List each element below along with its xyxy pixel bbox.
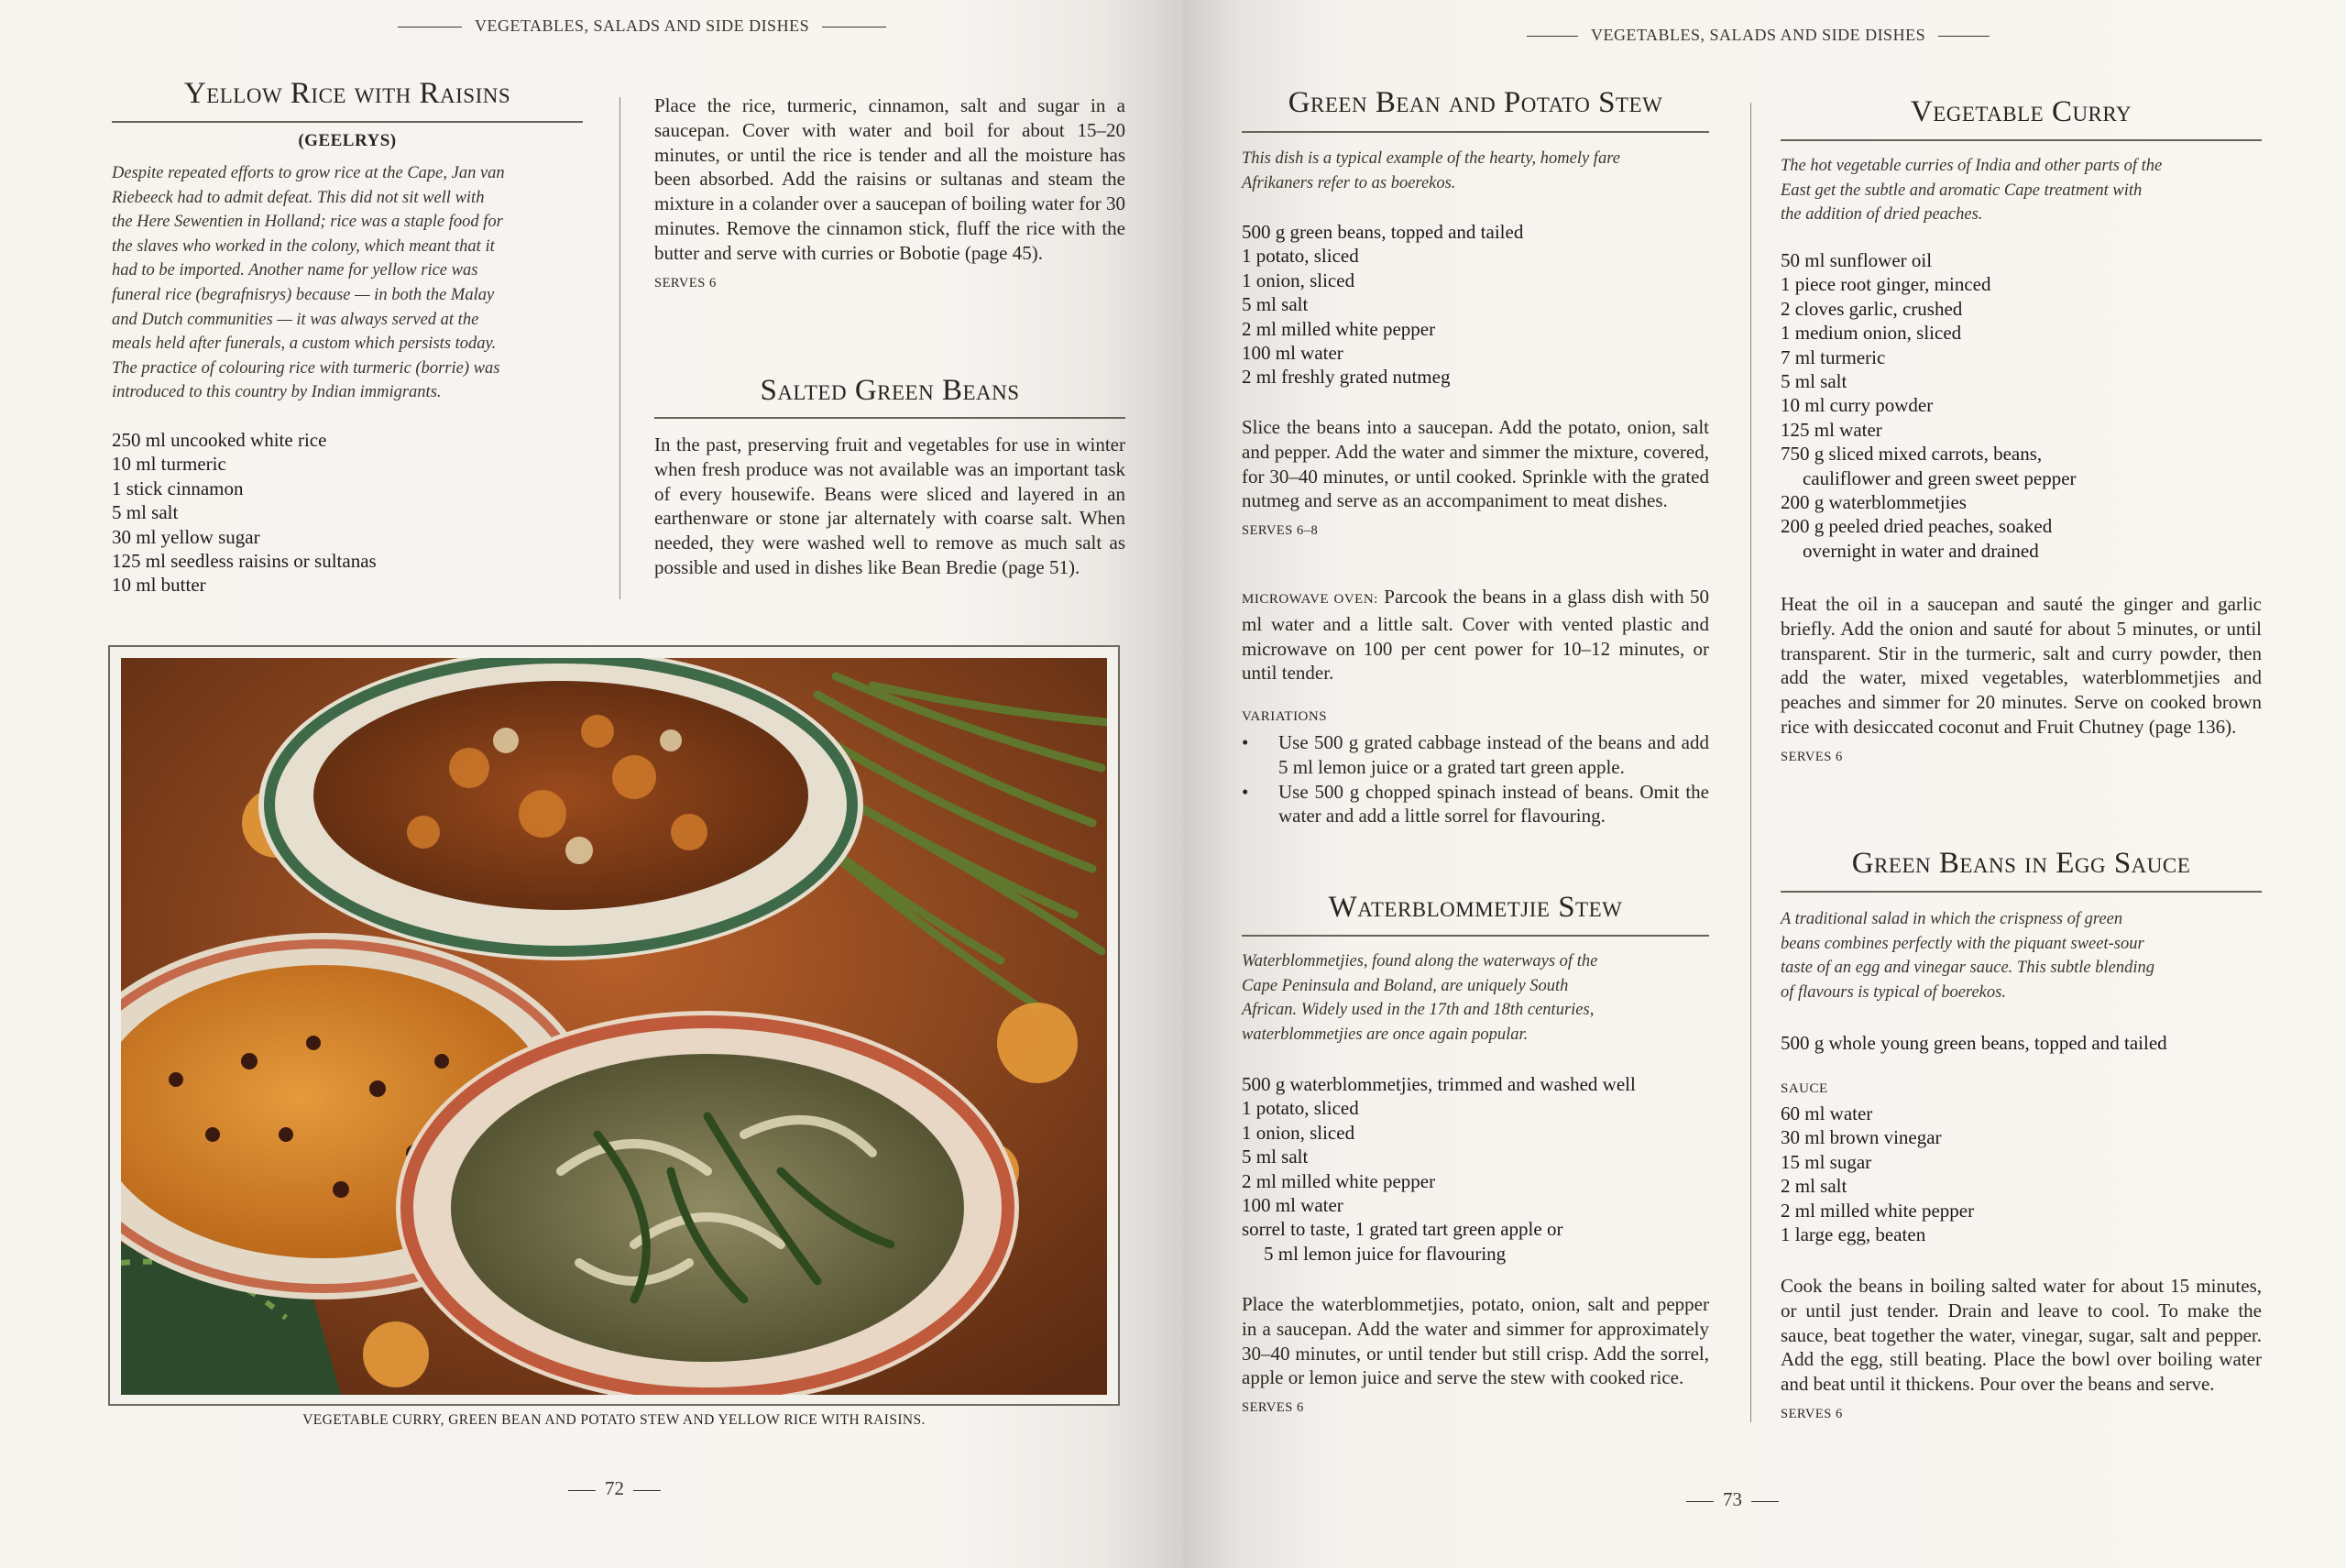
recipe-title-yellow-rice: Yellow Rice with Raisins (183, 77, 511, 110)
ingredient-list: 250 ml uncooked white rice 10 ml turmeric 1 stick cinnamon 5 ml salt 30 ml yellow sugar 125 ml seedless raisins or sultanas 10 ml butter (112, 429, 377, 597)
title-rule (1242, 935, 1709, 937)
recipe-title-waterblommetjie: Waterblommetjie Stew (1328, 891, 1623, 924)
food-photo-frame (108, 645, 1120, 1406)
microwave-note: MICROWAVE OVEN: Parcook the beans in a glass dish with 50 ml water and a little salt. Cover with vented plastic and microwave on 100 per cent power for 10–12 minutes, or until tender. (1242, 586, 1709, 685)
column-divider (1750, 103, 1751, 1422)
title-rule (1781, 891, 2262, 893)
sauce-ingredients: 60 ml water 30 ml brown vinegar 15 ml sugar 2 ml salt 2 ml milled white pepper 1 large egg, beaten (1781, 1102, 1975, 1246)
variations-list: • Use 500 g grated cabbage instead of the beans and add 5 ml lemon juice or a grated tart green apple. • Use 500 g chopped spinach instead of beans. Omit the water and add a little sorrel for flavouring. (1242, 731, 1709, 828)
recipe-intro: A traditional salad in which the crispness of green beans combines perfectly with the piquant sweet-sour taste of an egg and vinegar sauce. This subtle blending of flavours is typical of boerekos. (1781, 910, 2154, 1002)
recipe-intro: Waterblommetjies, found along the waterways of the Cape Peninsula and Boland, are uniquely South African. Widely used in the 17th and 18th centuries, waterblommetjies are once again popular. (1242, 952, 1598, 1044)
ingredient-list: 500 g green beans, topped and tailed 1 potato, sliced 1 onion, sliced 5 ml salt 2 ml milled white pepper 100 ml water 2 ml freshly grated nutmeg (1242, 221, 1524, 389)
salted-beans-text: In the past, preserving fruit and vegetables for use in winter when fresh produce was not available was an important task of every housewife. Beans were sliced and layered in an earthenware or stone jar alternately with coarse salt. When needed, they were washed well to remove as much salt as possible and used in dishes like Bean Bredie (page 51). (654, 433, 1125, 578)
photo-caption: VEGETABLE CURRY, GREEN BEAN AND POTATO STEW AND YELLOW RICE WITH RAISINS. (302, 1412, 926, 1428)
title-rule (112, 121, 583, 123)
food-illustration (121, 658, 1107, 1395)
title-rule (1781, 139, 2262, 141)
ingredient-list: 500 g waterblommetjies, trimmed and washed well 1 potato, sliced 1 onion, sliced 5 ml salt 2 ml milled white pepper 100 ml water sorrel to taste, 1 grated tart green apple or 5 ml lemon juice for flavouring (1242, 1073, 1636, 1265)
recipe-intro: Despite repeated efforts to grow rice at the Cape, Jan van Riebeeck had to admit defeat. This did not sit well with the Here Sewentien in Holland; rice was a staple food for the slaves who worked in the colony, which meant that it had to be imported. Another name for yellow rice was funeral rice (begrafnisrys) because — in both the Malay and Dutch communities — it was always served at the meals held after funerals, a custom which persists today. The practice of colouring rice with turmeric (borrie) was introduced to this country by Indian immigrants. (112, 164, 505, 402)
recipe-title-potato-stew: Green Bean and Potato Stew (1288, 86, 1663, 119)
variations-label: VARIATIONS (1242, 709, 1328, 724)
recipe-intro: This dish is a typical example of the hearty, homely fare Afrikaners refer to as boerekos. (1242, 149, 1620, 192)
recipe-method: Slice the beans into a saucepan. Add the potato, onion, salt and pepper. Add the water and simmer the mixture, covered, for 30–40 minutes, or until cooked. Sprinkle with the grated nutmeg and serve as an accompaniment to meat dishes. SERVES 6–8 (1242, 416, 1709, 539)
title-rule (1242, 131, 1709, 133)
sauce-label: SAUCE (1781, 1081, 1828, 1096)
recipe-method: Place the waterblommetjies, potato, onion, salt and pepper in a saucepan. Add the water and simmer for approximately 30–40 minutes, or until tender but still crisp. Add the sorrel, apple or lemon juice and serve the stew with cooked rice. SERVES 6 (1242, 1293, 1709, 1416)
recipe-title-egg-sauce: Green Beans in Egg Sauce (1851, 847, 2191, 880)
page-number-left: 72 (559, 1477, 670, 1500)
recipe-subtitle: (GEELRYS) (298, 131, 397, 150)
recipe-method: Cook the beans in boiling salted water for about 15 minutes, or until just tender. Drain and leave to cool. To make the sauce, beat together the water, vinegar, sugar, salt and pepper. Add the egg, still beating. Place the bowl over boiling water and beat until it thickens. Pour over the beans and serve. SERVES 6 (1781, 1275, 2262, 1421)
column-divider (619, 97, 620, 599)
right-page (1182, 0, 2346, 1568)
running-header-right: VEGETABLES, SALADS AND SIDE DISHES (1514, 26, 2002, 45)
recipe-intro: The hot vegetable curries of India and other parts of the East get the subtle and aromatic Cape treatment with the addition of dried peaches. (1781, 157, 2163, 225)
recipe-title-vegetable-curry: Vegetable Curry (1910, 95, 2132, 128)
recipe-method: Place the rice, turmeric, cinnamon, salt and sugar in a saucepan. Cover with water and boil for about 15–20 minutes, or until the rice is tender and all the moisture has been absorbed. Add the raisins or sultanas and steam the mixture in a colander over a saucepan of boiling water for 30 minutes. Remove the cinnamon stick, fluff the rice with the butter and serve with curries or Bobotie (page 45). SERVES 6 (654, 94, 1125, 291)
recipe-title-salted-beans: Salted Green Beans (760, 374, 1020, 407)
food-photo (121, 658, 1107, 1395)
beans-ingredient: 500 g whole young green beans, topped and tailed (1781, 1032, 2167, 1054)
running-header-left: VEGETABLES, SALADS AND SIDE DISHES (385, 16, 899, 36)
ingredient-list: 50 ml sunflower oil 1 piece root ginger, minced 2 cloves garlic, crushed 1 medium onion, sliced 7 ml turmeric 5 ml salt 10 ml curry powder 125 ml water 750 g sliced mixed carrots, beans, cauliflower and green sweet pepper 200 g waterblommetjies 200 g peeled dried peaches, soaked overnight in water and drained (1781, 249, 2077, 562)
recipe-method: Heat the oil in a saucepan and sauté the ginger and garlic briefly. Add the onion and sauté for about 5 minutes, or until transparent. Stir in the turmeric, salt and curry powder, then add the water, mixed vegetables, waterblommetjies and peaches and simmer for 20 minutes. Serve on cooked brown rice with desiccated coconut and Fruit Chutney (page 136). SERVES 6 (1781, 593, 2262, 764)
page-number-right: 73 (1677, 1488, 1788, 1511)
title-rule (654, 417, 1125, 419)
